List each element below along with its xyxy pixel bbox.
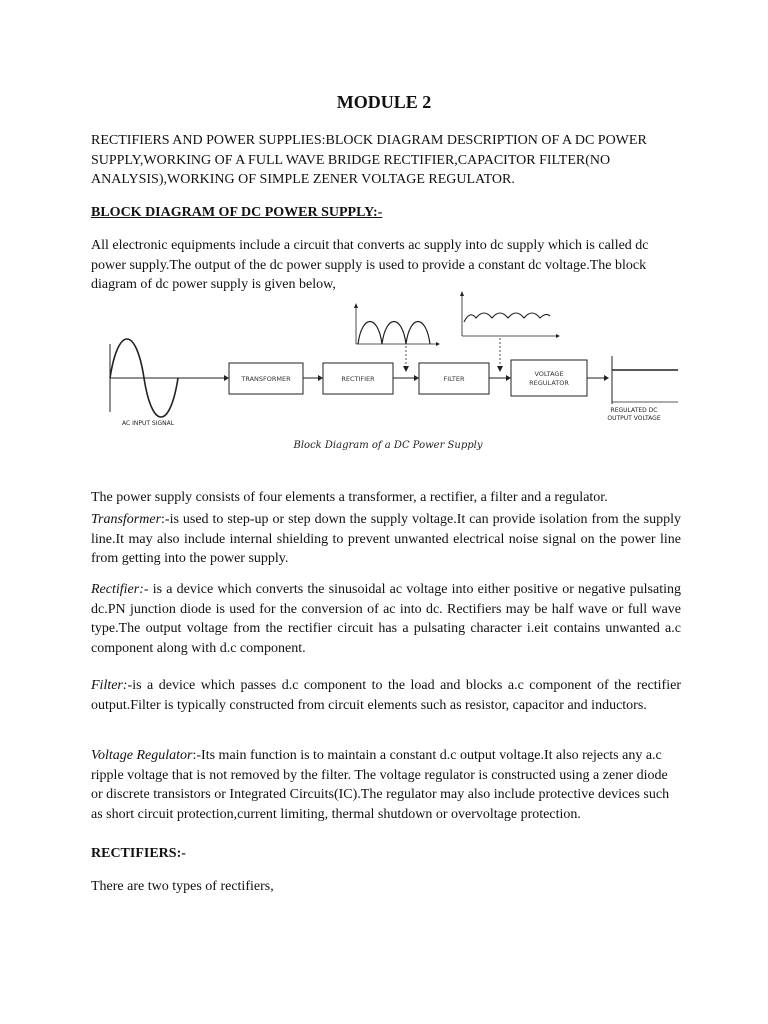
regulator-paragraph	[91, 746, 681, 824]
filter-term: Filter:-	[91, 678, 133, 693]
rectifier-text: is a device which converts the sinusoidal ac voltage into either positive or negative pulsating dc.PN junction diode is used for the conversion of ac into dc. Rectifiers may be half wave or full wave type.The output voltage from the rectifier circuit has a pulsating character i.eit contains unwanted a.c component along with d.c component.	[91, 582, 681, 656]
filter-text: is a device which passes d.c component to the load and blocks a.c component of the rectifier output.Filter is typically constructed from circuit elements such as resistor, capacitor and inductors.	[91, 678, 681, 713]
transformer-paragraph	[91, 510, 681, 569]
rectifiers-intro: There are two types of rectifiers,	[91, 879, 274, 894]
ac-input-label: AC INPUT SIGNAL	[122, 420, 175, 427]
diagram-caption: Block Diagram of a DC Power Supply	[293, 440, 483, 451]
regulator-label-line1: VOLTAGE	[534, 370, 564, 378]
rectifier-label: RECTIFIER	[341, 375, 375, 383]
voltage-regulator-block	[511, 360, 587, 396]
rectified-waveform	[358, 322, 430, 345]
transformer-text: :-is used to step-up or step down the supply voltage.It can provide isolation from the supply line.It may also include internal shielding to prevent unwanted electrical noise signal on the power line from getting into the power supply.	[91, 512, 681, 566]
transformer-term: Transformer	[91, 512, 162, 527]
regulator-text: :-Its main function is to maintain a constant d.c output voltage.It also rejects any a.c ripple voltage that is not removed by the filter. The voltage regulator is constructed using a zener diode or discrete transistors or Integrated Circuits(IC).The regulator may also include protective devices such as short circuit protection,current limiting, thermal shutdown or overvoltage protection.	[91, 748, 670, 822]
rectifier-term: Rectifier:-	[91, 582, 149, 597]
rectifier-paragraph	[91, 580, 681, 658]
regulator-label-line2: REGULATOR	[529, 379, 569, 387]
module-title: MODULE 2	[336, 92, 432, 112]
filtered-waveform	[464, 313, 550, 322]
section-paragraph: All electronic equipments include a circuit that converts ac supply into dc supply which is called dc power supply.The output of the dc power supply is used to provide a constant dc voltage.The block diagram of dc power supply is given below,	[91, 238, 649, 292]
rectifiers-heading: RECTIFIERS:-	[91, 846, 186, 861]
module-intro: RECTIFIERS AND POWER SUPPLIES:BLOCK DIAGRAM DESCRIPTION OF A DC POWER SUPPLY,WORKING OF A FULL WAVE BRIDGE RECTIFIER,CAPACITOR FILTER(NO ANALYSIS),WORKING OF SIMPLE ZENER VOLTAGE REGULATOR.	[91, 133, 647, 187]
block-diagram-svg	[96, 286, 681, 466]
filter-paragraph	[91, 676, 681, 715]
output-label-line1: REGULATED DC	[610, 407, 658, 414]
elements-sentence: The power supply consists of four elements a transformer, a rectifier, a filter and a regulator.	[91, 490, 608, 505]
block-diagram	[96, 286, 681, 466]
output-label-line2: OUTPUT VOLTAGE	[607, 415, 661, 422]
arrow-head	[224, 375, 229, 381]
transformer-label: TRANSFORMER	[241, 375, 291, 383]
regulator-term: Voltage Regulator	[91, 748, 193, 763]
section-heading: BLOCK DIAGRAM OF DC POWER SUPPLY:-	[91, 205, 383, 220]
filter-label: FILTER	[443, 375, 465, 383]
